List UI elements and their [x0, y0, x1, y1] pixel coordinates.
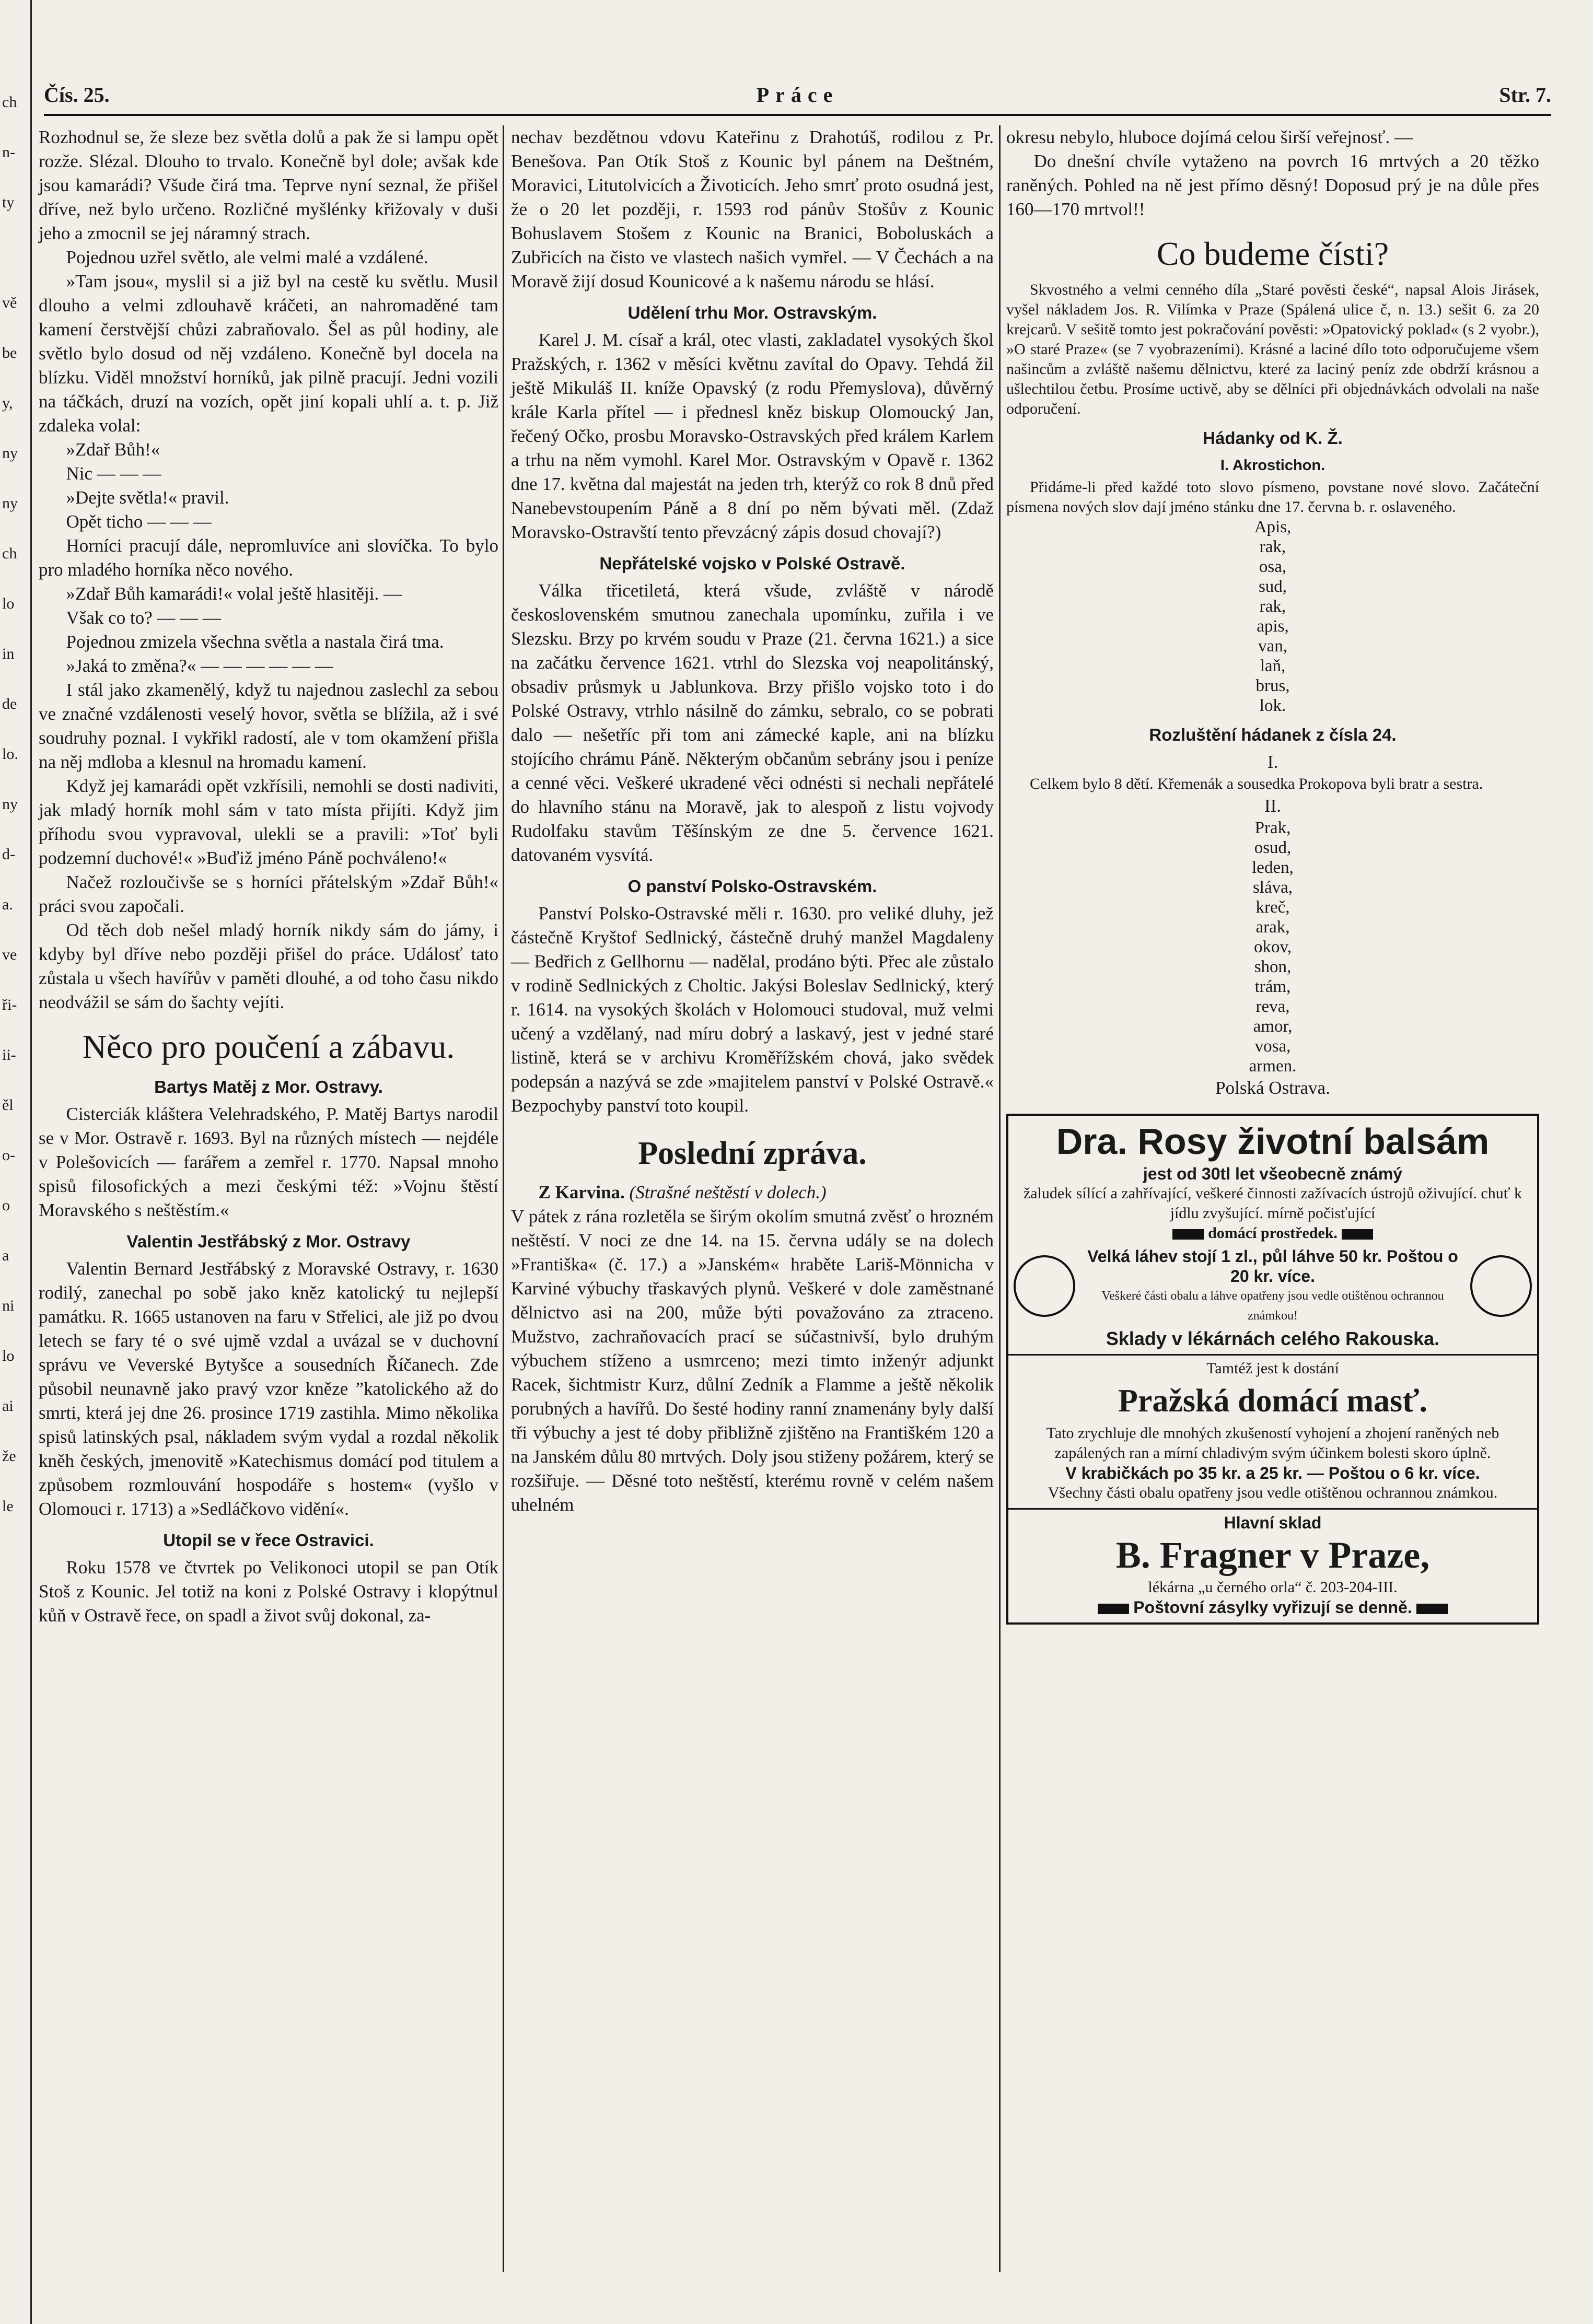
signature: Polská Ostrava. — [1215, 1078, 1330, 1098]
article-heading: Hádanky od K. Ž. — [1203, 428, 1343, 448]
word-item: vosa, — [1254, 1037, 1291, 1056]
article-text: Do dnešní chvíle vytaženo na povrch 16 mrtvých a 20 těžko raněných. Pohled na ně jest přímo děsný! Doposud prý je na důle přes 160—170 mrtvol!! — [1006, 151, 1539, 219]
ad-text: Velká láhev stojí 1 zl., půl láhve 50 kr. Poštou o 20 kr. více. — [1087, 1247, 1458, 1286]
column-3 — [1006, 125, 1539, 1625]
article-text: Roku 1578 ve čtvrtek po Velikonoci utopil se pan Otík Stoš z Kounic. Jel totiž na koni z Polské Ostravy i klopýtnul kůň v Ostravě řece, on spadl a život svůj dokonal, za- — [39, 1557, 498, 1626]
edge-fragment: ři- — [2, 996, 17, 1013]
edge-fragment: o — [2, 1197, 10, 1214]
ad-text: domácí prostředek. — [1208, 1224, 1338, 1242]
word-item: lok. — [1259, 696, 1286, 715]
pointing-hand-icon — [1342, 1229, 1373, 1240]
story-paragraph: Pojednou zmizela všechna světla a nastala čirá tma. — [66, 632, 444, 652]
miner-story — [39, 125, 498, 1014]
story-paragraph: Od těch dob nešel mladý horník nikdy sám do jámy, i kdyby byl dříve nebo později přišel do práce. Událosť tato zůstala u všech havířův v paměti dlouhé, a od toho času nikdo neodvážil se sám do šachty vejíti. — [39, 920, 498, 1012]
edge-fragment: lo. — [2, 745, 18, 763]
edge-fragment: ve — [2, 946, 17, 963]
edge-fragment: le — [2, 1498, 14, 1515]
word-item: van, — [1258, 637, 1287, 656]
ad-text: Všechny části obalu opatřeny jsou vedle otištěnou ochrannou známkou. — [1048, 1484, 1498, 1501]
article-text: Karel J. M. císař a král, otec vlasti, zakladatel vysokých škol Pražských, r. 1362 v měsíci květnu zavítal do Opavy. Tehdá žil ještě Mikuláš II. kníže Opavský (z rodu Přemyslova), důvěrný krále Karla přítel — i přednesl kněz biskup Olomoucký Jan, řečený Očko, prosbu Moravsko-Ostravských před králem Karlem a trhu na něm vymohl. Karel Mor. Ostravským v Opavě r. 1362 dne 17. května dal majestát na jeden trh, kterýž co rok 8 dnů před Nanebevstoupením Páně a 8 dní po něm bývati měl. (Zdaž Moravsko-Ostravští tento převzácný zápis dosud chovají?) — [511, 330, 994, 542]
story-paragraph: Rozhodnul se, že sleze bez světla dolů a pak že si lampu opět rozže. Slézal. Dlouho to trvalo. Konečně byl dole; avšak kde jsou kamarádi? Všude čirá tma. Teprve nyní seznal, že přišel dříve, než bylo určeno. Rozličné myšlénky křižovaly v duši jeho a zmocnil se jej náramný strach. — [39, 127, 498, 243]
column-rule — [503, 125, 504, 2272]
word-item: osud, — [1254, 838, 1292, 857]
story-paragraph: »Tam jsou«, myslil si a již byl na cestě ku světlu. Musil dlouho a velmi zdlouhavě kráčeti, an nahromaděné tam kamení čerstvější chůzi zabraňovalo. Šel as půl hodiny, ale světlo bylo dosud od něj vzdáleno. Konečně byl docela na blízku. Viděl množství horníků, jak pilně pracují. Jedni vozili na táčkách, druzí na vozích, opět jiní kopali uhlí a. t. p. Již zdaleka volal: — [39, 271, 498, 436]
ad-text: Tamtéž jest k dostání — [1206, 1360, 1339, 1377]
word-item: arak, — [1255, 918, 1290, 937]
article-heading: Valentin Jestřábský z Mor. Ostravy — [126, 1232, 411, 1251]
pointing-hand-icon — [1416, 1604, 1448, 1614]
edge-fragment: d- — [2, 846, 15, 863]
article-text: Panství Polsko-Ostravské měli r. 1630. pro veliké dluhy, jež částečně Kryštof Sedlnický, částečně druhý manžel Magdaleny — Bedřich z Gellhornu — nadělal, prodáno býti. Přec ale zůstalo v rodině Sedlnických z Choltic. Jakýsi Boleslav Sedlnický, který r. 1614. na vysokých školách v Holomouci studoval, muž velmi učený a vzdělaný, nad míru dobrý a laskavý, jest v jedné staré listině, která se v archivu Kroměřížském chová, jako svědek podepsán a nazývá se zde »majitelem panství v Polské Ostravě.« Bezpochyby panství toto koupil. — [511, 903, 994, 1116]
article-text: Přidáme-li před každé toto slovo písmeno, povstane nové slovo. Začáteční písmena nových slov dají jméno stánku dne 17. června b. r. oslaveného. — [1006, 478, 1539, 516]
numeral: II. — [1264, 796, 1282, 816]
ad-text: žaludek sílící a zahřívající, veškeré činnosti zažívacích ústrojů oživující. chuť k jídlu zvyšující. mírně počisťující — [1023, 1185, 1522, 1222]
story-paragraph: Nic — — — — [66, 463, 161, 484]
article-text: V pátek z rána rozletěla se širým okolím smutná zvěsť o hrozném neštěstí. V noci ze dne 14. na 15. června udály se na dolech »Františka« (č. 17.) a »Janském« hraběte Lariš-Mönnicha v Karviné výbuchy třaskavých plynů. Veškeré v dole zaměstnané dělnictvo asi na 200, může býti považováno za ztraceno. Mužstvo, zachraňovacích prací se súčastnivší, bylo druhým výbuchem stíženo a usmrceno; mezi timto inženýr adjunkt Racek, šichtmistr Kurz, důlní Zedník a Flamme a ještě několik porubných a havířů. Do šesté hodiny ranní znamenány byly další tři výbuchy a jest té doby přibližně zjištěno na Františkém 120 a na Janském důlu 80 mrtvých. Doly jsou stiženy požárem, který se rozšiřuje. — Děsné toto neštěstí, kterému rovně v celém našem uhelném — [511, 1206, 994, 1515]
edge-fragment: ny — [2, 495, 18, 512]
story-paragraph: Horníci pracují dále, nepromluvíce ani slovíčka. To bylo pro mladého horníka něco nového. — [39, 535, 498, 580]
article-text: Valentin Bernard Jestřábský z Moravské Ostravy, r. 1630 rodilý, zanechal po sobě jako kněz katolický tu nejlepší památku. R. 1665 ustanoven na faru v Střelici, ale již po dvou letech se fary té o své ujmě vzdal a uvázal se v duchovní správu ve Veverské Bytyšce a sousedních Říčanech. Zde působil neunavně jako pravý vzor kněze ”katolického až do smrti, která jej dne 26. prosince 1719 zastihla. Mimo několika spisů latinských psal, nákladem svým vydal a rozdal několik kněh českých, jmenovitě »Katechismus domácí pod titulem a způsobem rozmlouvání hospodáře s hostem« (vyšlo v Olomouci r. 1713) a »Sedláčkovo vidění«. — [39, 1258, 498, 1519]
article-text: okresu nebylo, hluboce dojímá celou širší veřejnosť. — — [1006, 127, 1413, 147]
eagle-stamp-icon — [1470, 1255, 1532, 1317]
story-paragraph: I stál jako zkamenělý, když tu najednou zaslechl za sebou ve značné vzdálenosti veselý hovor, světla se blížila, až i své soudruhy poznal. I vykřikl radostí, ale v tom okamžení přišla na něj mdloba a klesnul na hromadu kamení. — [39, 680, 498, 772]
article-text: Skvostného a velmi cenného díla „Staré pověsti české“, napsal Alois Jirásek, vyšel nákladem Jos. R. Vilímka v Praze (Spálená ulice č, n. 13.) sešit 6. za 20 krejcarů. V sešitě tomto jest pokračování pověsti: »Opatovický poklad« (s 2 vyobr.), »O staré Praze« (se 7 vyobrazeními). Krásné a laciné dílo toto odporučujeme všem našincům a zvláště našemu dělnictvu, které za laciný peníz zde obdrží krásnou a ušlechtilou četbu. Prosíme uctivě, aby se dělníci při objednávkách odvolali na naše odporučení. — [1006, 281, 1539, 417]
edge-fragment: a — [2, 1247, 9, 1264]
edge-fragment: a. — [2, 896, 13, 913]
column-2 — [511, 125, 994, 1517]
edge-fragment: ch — [2, 545, 17, 562]
word-item: rak, — [1259, 538, 1286, 556]
ad-text: Veškeré části obalu a láhve opatřeny jsou vedle otištěnou ochrannou známkou! — [1101, 1289, 1444, 1323]
word-item: amor, — [1253, 1017, 1293, 1036]
newspaper-title: Práce — [756, 83, 839, 107]
word-item: apis, — [1257, 617, 1289, 636]
word-list — [1006, 517, 1539, 716]
ad-text: Sklady v lékárnách celého Rakouska. — [1106, 1328, 1440, 1349]
advertisement — [1006, 1114, 1539, 1625]
article-subheading: I. Akrostichon. — [1220, 457, 1325, 474]
ad-text: lékárna „u černého orla“ č. 203-204-III. — [1148, 1579, 1398, 1596]
article-heading: O panství Polsko-Ostravském. — [627, 877, 877, 896]
eagle-stamp-icon — [1014, 1255, 1075, 1317]
ad-price-row — [1014, 1246, 1532, 1326]
word-item: Prak, — [1254, 819, 1291, 837]
karvina-dateline — [511, 1181, 994, 1205]
ad-block-fragner — [1008, 1510, 1537, 1622]
word-item: sud, — [1258, 577, 1287, 596]
ad-text: Poštovní zásylky vyřizují se denně. — [1133, 1598, 1412, 1617]
column-rule — [999, 125, 1001, 2272]
news-title: Poslední zpráva. — [638, 1136, 867, 1171]
article-text: Cisterciák kláštera Velehradského, P. Matěj Bartys narodil se v Mor. Ostravě r. 1693. Byl na různých místech — nejdéle v Polešovicích — farářem a zemřel r. 1770. Napsal mnoho spisů filosofických a mezi českými též: »Vojnu štěstí Moravského s neštěstím.« — [39, 1104, 498, 1220]
story-paragraph: Načež rozloučivše se s horníci přátelským »Zdař Bůh!« práci svou započali. — [39, 872, 498, 916]
article-text: Válka třicetiletá, která všude, zvláště v národě československém smutnou zanechala upomínku, zuřila i ve Slezsku. Brzy po krvém soudu v Praze (21. června 1621.) a sice na začátku července 1621. vtrhl do Slezska voj neapolitánský, obsadiv průsmyk u Jablunkova. Brzy přišlo vojsko toto i do Polské Ostravy, vtrhlo násilně do zámku, sebralo, co se pobrati dalo — nešetříc při tom ani zámecké kaple, ani na blízku stojícího chrámu Páně. Některým občanům sebrány jsou i peníze a cenné věci. Veškeré ukradené věci odnésti si nechali nepřátelé do hlavního stánu na Moravě, jak to alespoň z listu vojvody Rudolfaku stavům Těšínským ze dne 5. července 1621. datovaném vysvítá. — [511, 580, 994, 865]
edge-fragment: vě — [2, 294, 17, 311]
word-item: shon, — [1254, 957, 1292, 976]
edge-fragment: o- — [2, 1147, 15, 1164]
edge-fragment: ai — [2, 1397, 14, 1415]
edge-fragment: lo — [2, 1347, 15, 1364]
column-1 — [39, 125, 498, 1628]
ad-text: jest od 30tl let všeobecně známý — [1143, 1164, 1403, 1183]
article-text: Celkem bylo 8 dětí. Křemenák a sousedka Prokopova byli bratr a sestra. — [1030, 775, 1483, 792]
pointing-hand-icon — [1172, 1229, 1204, 1240]
ad-block-balsam — [1008, 1116, 1537, 1356]
story-paragraph: Pojednou uzřel světlo, ale velmi malé a vzdálené. — [66, 247, 428, 267]
edge-fragment: de — [2, 695, 17, 713]
ad-title: Pražská domácí masť. — [1118, 1383, 1427, 1419]
page-header — [44, 83, 1551, 116]
ad-slogan — [1014, 1597, 1532, 1617]
ad-text: Hlavní sklad — [1224, 1513, 1322, 1532]
article-heading: Bartys Matěj z Mor. Ostravy. — [154, 1077, 383, 1096]
edge-fragment: ii- — [2, 1046, 16, 1064]
edge-fragment: že — [2, 1447, 16, 1465]
karvina-heading: Z Karvina. — [538, 1182, 625, 1202]
edge-fragment: ni — [2, 1297, 15, 1314]
edge-fragment: in — [2, 645, 15, 662]
word-item: osa, — [1259, 557, 1287, 576]
word-item: armen. — [1249, 1057, 1297, 1076]
issue-number: Čís. 25. — [44, 83, 110, 107]
edge-fragment: y, — [2, 394, 13, 412]
ad-title: Dra. Rosy životní balsám — [1056, 1121, 1490, 1162]
article-heading: Udělení trhu Mor. Ostravským. — [627, 303, 877, 322]
word-item: sláva, — [1252, 878, 1293, 897]
story-paragraph: »Jaká to změna?« — — — — — — — [66, 656, 333, 676]
word-item: leden, — [1252, 858, 1294, 877]
story-paragraph: »Zdař Bůh!« — [66, 439, 160, 460]
ad-block-mast — [1008, 1356, 1537, 1510]
section-title: Něco pro poučení a zábavu. — [82, 1028, 455, 1065]
story-paragraph: Když jej kamarádi opět vzkřísili, nemohli se dosti nadiviti, jak mladý horník mohl sám v tato místa přijíti. Když jim příhodu svou vypravoval, ulekli se a pravili: »Toť byli podzemní duchové!« »Buďiž jméno Páně pochváleno!« — [39, 776, 498, 868]
numeral: I. — [1267, 752, 1278, 772]
edge-fragment: n- — [2, 144, 15, 161]
word-item: brus, — [1255, 676, 1290, 695]
story-paragraph: Opět ticho — — — — [66, 511, 212, 532]
page-number: Str. 7. — [1499, 83, 1551, 107]
word-item: reva, — [1255, 997, 1290, 1016]
word-list — [1006, 818, 1539, 1076]
article-heading: Nepřátelské vojsko v Polské Ostravě. — [599, 554, 905, 573]
story-paragraph: Však co to? — — — — [66, 608, 221, 628]
article-heading: Utopil se v řece Ostravici. — [163, 1531, 374, 1550]
edge-fragment: ny — [2, 796, 18, 813]
pointing-hand-icon — [1098, 1604, 1129, 1614]
word-item: Apis, — [1254, 518, 1292, 536]
section-title: Co budeme čísti? — [1156, 235, 1389, 272]
word-item: rak, — [1259, 597, 1286, 616]
edge-fragment: lo — [2, 595, 15, 612]
edge-fragment: ty — [2, 194, 15, 211]
word-item: laň, — [1260, 657, 1286, 675]
story-paragraph: »Dejte světla!« pravil. — [66, 487, 229, 508]
edge-fragment: be — [2, 344, 17, 361]
ad-slogan — [1014, 1223, 1532, 1243]
word-item: okov, — [1253, 938, 1292, 956]
edge-fragment: ny — [2, 445, 18, 462]
article-heading: Rozluštění hádanek z čísla 24. — [1149, 725, 1397, 744]
word-item: kreč, — [1255, 898, 1290, 917]
edge-fragment: ch — [2, 94, 17, 111]
ad-price-block — [1080, 1246, 1465, 1326]
story-paragraph: »Zdař Bůh kamarádi!« volal ještě hlasitěji. — — [66, 583, 402, 604]
ad-text: V krabičkách po 35 kr. a 25 kr. — Poštou o 6 kr. více. — [1065, 1464, 1480, 1482]
karvina-subtitle: (Strašné neštěstí v dolech.) — [629, 1182, 827, 1202]
word-item: trám, — [1254, 977, 1291, 996]
ad-title: B. Fragner v Praze, — [1115, 1534, 1430, 1576]
article-text: nechav bezdětnou vdovu Kateřinu z Drahotúš, rodilou z Pr. Benešova. Pan Otík Stoš z Kounic byl pánem na Deštném, Moravici, Litutolvicích a Životicích. Jeho smrť proto osudná jest, že o 20 let později, r. 1593 rod pánův Stošův z Kounic Bohuslavem Stošem z Kounic na Branici, Boboluskách a Zubřicích na čisto ve vlastech našich vymřel. — V Čechách a na Moravě žijí dosud Kounicové a k našemu národu se hlásí. — [511, 127, 994, 291]
ad-text: Tato zrychluje dle mnohých zkušeností vyhojení a zhojení raněných neb zapálených ran a mírní chladivým svým účinkem bolesti skoro úplně. — [1046, 1424, 1499, 1462]
edge-fragment: ěl — [2, 1096, 14, 1114]
